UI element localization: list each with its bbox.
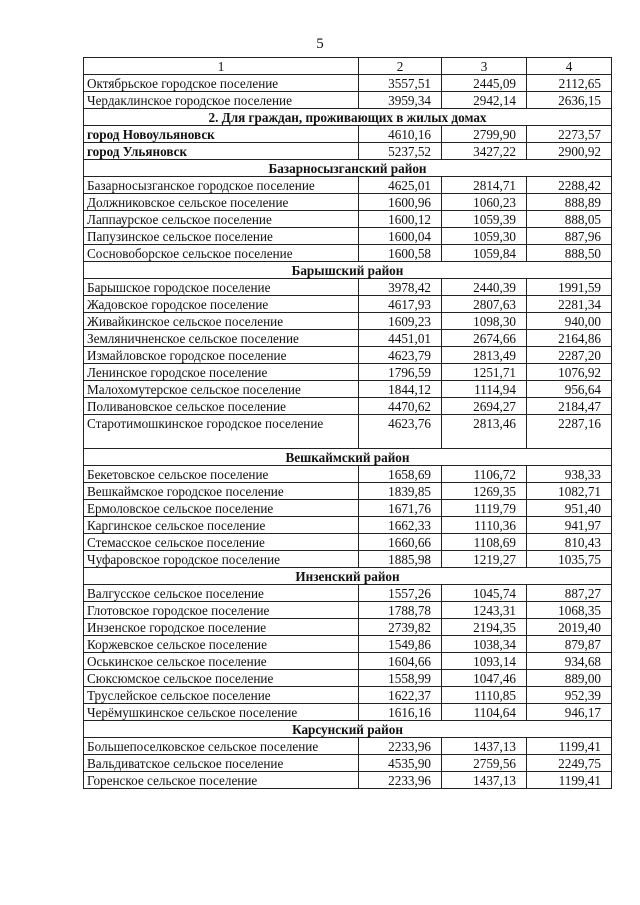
value-cell-col4: 2287,16: [527, 415, 612, 449]
value-cell-col4: 1035,75: [527, 551, 612, 568]
settlement-name-cell: Чуфаровское городское поселение: [84, 551, 359, 568]
value-cell-col2: 1622,37: [359, 687, 442, 704]
value-cell-col3: 1060,23: [442, 194, 527, 211]
value-cell-col2: 3557,51: [359, 75, 442, 92]
table-header-row: [84, 58, 612, 75]
value-cell-col4: 946,17: [527, 704, 612, 721]
value-cell-col2: 1609,23: [359, 313, 442, 330]
settlement-name-cell: Большепоселковское сельское поселение: [84, 738, 359, 755]
value-cell-col4: 934,68: [527, 653, 612, 670]
value-cell-col2: 1600,12: [359, 211, 442, 228]
table-row: [84, 500, 612, 517]
value-cell-col4: 2184,47: [527, 398, 612, 415]
settlement-name-cell: Лаппаурское сельское поселение: [84, 211, 359, 228]
settlement-name-cell: Базарносызганское городское поселение: [84, 177, 359, 194]
value-cell-col2: 4535,90: [359, 755, 442, 772]
section-title: Инзенский район: [84, 568, 612, 585]
value-cell-col3: 1243,31: [442, 602, 527, 619]
settlement-name-cell: Ленинское городское поселение: [84, 364, 359, 381]
value-cell-col3: 1437,13: [442, 772, 527, 789]
value-cell-col4: 879,87: [527, 636, 612, 653]
settlement-name-cell: Бекетовское сельское поселение: [84, 466, 359, 483]
value-cell-col2: 1662,33: [359, 517, 442, 534]
value-cell-col3: 1219,27: [442, 551, 527, 568]
table-row: [84, 347, 612, 364]
column-header-4: 4: [527, 58, 612, 75]
table-row: [84, 653, 612, 670]
value-cell-col4: 2112,65: [527, 75, 612, 92]
value-cell-col2: 1557,26: [359, 585, 442, 602]
settlement-name-cell: Октябрьское городское поселение: [84, 75, 359, 92]
value-cell-col3: 1045,74: [442, 585, 527, 602]
value-cell-col4: 941,97: [527, 517, 612, 534]
value-cell-col4: 810,43: [527, 534, 612, 551]
value-cell-col2: 2233,96: [359, 772, 442, 789]
settlement-name-cell: Сюксюмское сельское поселение: [84, 670, 359, 687]
table-row: [84, 92, 612, 109]
section-header-row: [84, 568, 612, 585]
value-cell-col2: 4617,93: [359, 296, 442, 313]
settlement-name-cell: Сосновоборское сельское поселение: [84, 245, 359, 262]
value-cell-col3: 1110,85: [442, 687, 527, 704]
section-title: Вешкаймский район: [84, 449, 612, 466]
value-cell-col4: 888,05: [527, 211, 612, 228]
value-cell-col2: 1616,16: [359, 704, 442, 721]
table-row: [84, 670, 612, 687]
value-cell-col4: 2287,20: [527, 347, 612, 364]
value-cell-col3: 1104,64: [442, 704, 527, 721]
value-cell-col4: 1068,35: [527, 602, 612, 619]
value-cell-col3: 1269,35: [442, 483, 527, 500]
section-title: 2. Для граждан, проживающих в жилых домах: [84, 109, 612, 126]
settlement-name-cell: Глотовское городское поселение: [84, 602, 359, 619]
table-row: [84, 517, 612, 534]
settlement-name-cell: Черёмушкинское сельское поселение: [84, 704, 359, 721]
section-header-row: [84, 721, 612, 738]
value-cell-col3: 2942,14: [442, 92, 527, 109]
settlement-name-cell: Измайловское городское поселение: [84, 347, 359, 364]
table-row: [84, 296, 612, 313]
value-cell-col4: 2249,75: [527, 755, 612, 772]
value-cell-col4: 887,27: [527, 585, 612, 602]
value-cell-col3: 1251,71: [442, 364, 527, 381]
section-title: Карсунский район: [84, 721, 612, 738]
table-row: [84, 177, 612, 194]
table-row: [84, 704, 612, 721]
value-cell-col3: 3427,22: [442, 143, 527, 160]
value-cell-col2: 1796,59: [359, 364, 442, 381]
value-cell-col4: 2636,15: [527, 92, 612, 109]
settlement-name-cell: Инзенское городское поселение: [84, 619, 359, 636]
value-cell-col3: 1047,46: [442, 670, 527, 687]
section-header-row: [84, 262, 612, 279]
value-cell-col2: 4625,01: [359, 177, 442, 194]
value-cell-col2: 2739,82: [359, 619, 442, 636]
settlement-name-cell: Стемасское сельское поселение: [84, 534, 359, 551]
value-cell-col2: 1788,78: [359, 602, 442, 619]
tariff-table: [83, 57, 612, 789]
value-cell-col3: 1038,34: [442, 636, 527, 653]
table-row: [84, 687, 612, 704]
value-cell-col3: 1106,72: [442, 466, 527, 483]
table-row: [84, 381, 612, 398]
table-row: [84, 415, 612, 449]
section-header-row: [84, 160, 612, 177]
value-cell-col4: 887,96: [527, 228, 612, 245]
value-cell-col2: 1600,58: [359, 245, 442, 262]
table-row: [84, 75, 612, 92]
value-cell-col3: 1114,94: [442, 381, 527, 398]
value-cell-col4: 1991,59: [527, 279, 612, 296]
table-row: [84, 211, 612, 228]
settlement-name-cell: Вешкаймское городское поселение: [84, 483, 359, 500]
table-row: [84, 143, 612, 160]
value-cell-col4: 940,00: [527, 313, 612, 330]
settlement-name-cell: Чердаклинское городское поселение: [84, 92, 359, 109]
table-body: [84, 75, 612, 789]
value-cell-col2: 4623,76: [359, 415, 442, 449]
value-cell-col2: 1600,96: [359, 194, 442, 211]
value-cell-col2: 3959,34: [359, 92, 442, 109]
section-title: Барышский район: [84, 262, 612, 279]
value-cell-col4: 2900,92: [527, 143, 612, 160]
value-cell-col2: 1600,04: [359, 228, 442, 245]
section-title: Базарносызганский район: [84, 160, 612, 177]
value-cell-col3: 1059,39: [442, 211, 527, 228]
page-number: 5: [316, 36, 324, 52]
table-row: [84, 738, 612, 755]
value-cell-col2: 4470,62: [359, 398, 442, 415]
settlement-name-cell: Папузинское сельское поселение: [84, 228, 359, 245]
settlement-name-cell: Труслейское сельское поселение: [84, 687, 359, 704]
table-row: [84, 551, 612, 568]
settlement-name-cell: Барышское городское поселение: [84, 279, 359, 296]
value-cell-col3: 1059,84: [442, 245, 527, 262]
value-cell-col4: 888,50: [527, 245, 612, 262]
settlement-name-cell: Малохомутерское сельское поселение: [84, 381, 359, 398]
value-cell-col3: 2694,27: [442, 398, 527, 415]
table-row: [84, 483, 612, 500]
settlement-name-cell: Жадовское городское поселение: [84, 296, 359, 313]
value-cell-col3: 1093,14: [442, 653, 527, 670]
value-cell-col4: 1199,41: [527, 738, 612, 755]
value-cell-col3: 2759,56: [442, 755, 527, 772]
value-cell-col2: 1844,12: [359, 381, 442, 398]
value-cell-col3: 1437,13: [442, 738, 527, 755]
column-header-3: 3: [442, 58, 527, 75]
table-row: [84, 619, 612, 636]
value-cell-col3: 2799,90: [442, 126, 527, 143]
settlement-name-cell: Горенское сельское поселение: [84, 772, 359, 789]
value-cell-col4: 2019,40: [527, 619, 612, 636]
value-cell-col4: 889,00: [527, 670, 612, 687]
value-cell-col2: 4610,16: [359, 126, 442, 143]
value-cell-col3: 2674,66: [442, 330, 527, 347]
value-cell-col2: 5237,52: [359, 143, 442, 160]
settlement-name-cell: Коржевское сельское поселение: [84, 636, 359, 653]
settlement-name-cell: Валгусское сельское поселение: [84, 585, 359, 602]
value-cell-col2: 1885,98: [359, 551, 442, 568]
value-cell-col2: 4451,01: [359, 330, 442, 347]
table-row: [84, 194, 612, 211]
value-cell-col3: 2445,09: [442, 75, 527, 92]
value-cell-col3: 2440,39: [442, 279, 527, 296]
value-cell-col3: 1059,30: [442, 228, 527, 245]
value-cell-col3: 1098,30: [442, 313, 527, 330]
value-cell-col3: 2814,71: [442, 177, 527, 194]
value-cell-col3: 2194,35: [442, 619, 527, 636]
settlement-name-cell: Поливановское сельское поселение: [84, 398, 359, 415]
settlement-name-cell: Каргинское сельское поселение: [84, 517, 359, 534]
settlement-name-cell: Должниковское сельское поселение: [84, 194, 359, 211]
settlement-name-cell: Земляничненское сельское поселение: [84, 330, 359, 347]
table-row: [84, 636, 612, 653]
table-row: [84, 245, 612, 262]
table-row: [84, 279, 612, 296]
value-cell-col4: 1199,41: [527, 772, 612, 789]
table-row: [84, 534, 612, 551]
table-row: [84, 330, 612, 347]
value-cell-col4: 951,40: [527, 500, 612, 517]
value-cell-col2: 1549,86: [359, 636, 442, 653]
section-header-row: [84, 449, 612, 466]
value-cell-col2: 1604,66: [359, 653, 442, 670]
settlement-name-cell: Живайкинское сельское поселение: [84, 313, 359, 330]
table-row: [84, 602, 612, 619]
column-header-1: 1: [84, 58, 359, 75]
value-cell-col4: 2281,34: [527, 296, 612, 313]
value-cell-col4: 888,89: [527, 194, 612, 211]
value-cell-col4: 2164,86: [527, 330, 612, 347]
table-row: [84, 585, 612, 602]
value-cell-col3: 1110,36: [442, 517, 527, 534]
settlement-name-cell: Ермоловское сельское поселение: [84, 500, 359, 517]
value-cell-col2: 1658,69: [359, 466, 442, 483]
value-cell-col2: 1671,76: [359, 500, 442, 517]
settlement-name-cell: Старотимошкинское городское поселение: [84, 415, 359, 449]
value-cell-col2: 2233,96: [359, 738, 442, 755]
table-row: [84, 228, 612, 245]
value-cell-col3: 1119,79: [442, 500, 527, 517]
value-cell-col4: 2288,42: [527, 177, 612, 194]
value-cell-col4: 952,39: [527, 687, 612, 704]
value-cell-col3: 2807,63: [442, 296, 527, 313]
table-row: [84, 313, 612, 330]
value-cell-col2: 4623,79: [359, 347, 442, 364]
value-cell-col4: 956,64: [527, 381, 612, 398]
table-row: [84, 364, 612, 381]
column-header-2: 2: [359, 58, 442, 75]
settlement-name-cell: город Ульяновск: [84, 143, 359, 160]
value-cell-col4: 938,33: [527, 466, 612, 483]
value-cell-col4: 2273,57: [527, 126, 612, 143]
table-row: [84, 466, 612, 483]
value-cell-col2: 1558,99: [359, 670, 442, 687]
settlement-name-cell: Вальдиватское сельское поселение: [84, 755, 359, 772]
value-cell-col3: 1108,69: [442, 534, 527, 551]
value-cell-col4: 1082,71: [527, 483, 612, 500]
value-cell-col3: 2813,46: [442, 415, 527, 449]
settlement-name-cell: город Новоульяновск: [84, 126, 359, 143]
value-cell-col2: 3978,42: [359, 279, 442, 296]
value-cell-col2: 1660,66: [359, 534, 442, 551]
table-row: [84, 772, 612, 789]
value-cell-col2: 1839,85: [359, 483, 442, 500]
section-header-row: [84, 109, 612, 126]
table-row: [84, 126, 612, 143]
settlement-name-cell: Оськинское сельское поселение: [84, 653, 359, 670]
table-row: [84, 755, 612, 772]
value-cell-col4: 1076,92: [527, 364, 612, 381]
value-cell-col3: 2813,49: [442, 347, 527, 364]
table-row: [84, 398, 612, 415]
